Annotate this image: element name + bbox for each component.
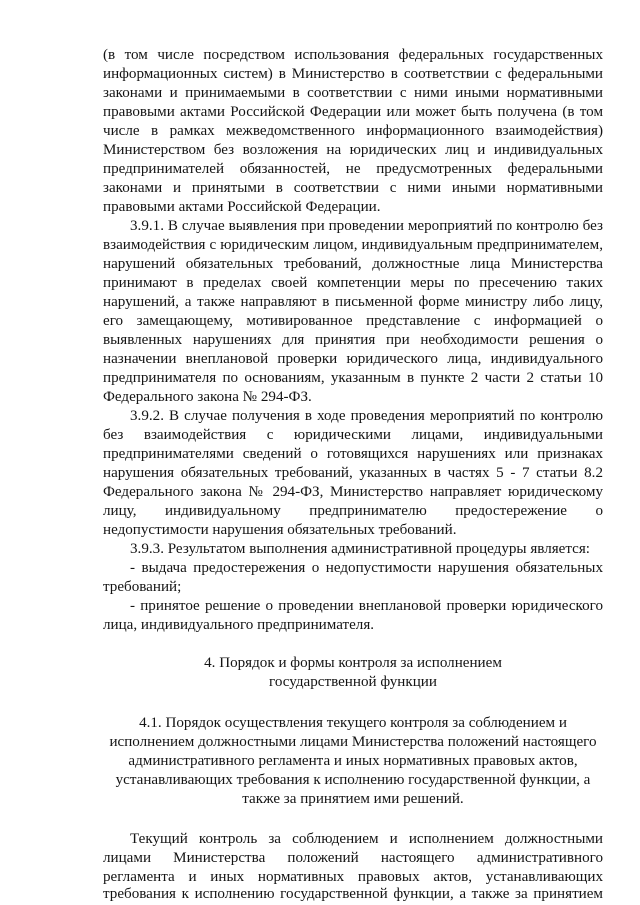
text-line: назначении внеплановой проверки юридического лица, индивидуального bbox=[103, 351, 603, 367]
text-line: выявленных нарушениях для принятия при необходимости решения о bbox=[103, 332, 603, 348]
text-line: Федерального закона № 294-ФЗ, Министерство направляет юридическому bbox=[103, 484, 603, 500]
text-line: 3.9.3. Результатом выполнения административной процедуры является: bbox=[130, 541, 590, 557]
text-line: 3.9.2. В случае получения в ходе проведения мероприятий по контролю bbox=[130, 408, 603, 424]
text-line: правовыми актами Российской Федерации или может быть получена (в том bbox=[103, 104, 603, 120]
heading-line: 4. Порядок и формы контроля за исполнением bbox=[204, 655, 502, 671]
text-line: нарушений, а также направляют в письменной форме министру либо лицу, bbox=[103, 294, 603, 310]
text-line: предпринимателями сведений о готовящихся нарушениях или признаках bbox=[103, 446, 603, 462]
text-line: его замещающему, мотивированное представление с информацией о bbox=[103, 313, 603, 329]
heading-line: административного регламента и иных нормативных правовых актов, bbox=[128, 753, 578, 769]
text-line: законами и принимаемыми в соответствии с ними иными нормативными bbox=[103, 85, 603, 101]
text-line: - выдача предостережения о недопустимости нарушения обязательных bbox=[130, 560, 603, 576]
text-line: (в том числе посредством использования федеральных государственных bbox=[103, 47, 603, 63]
text-line: принимают в пределах своей компетенции меры по пресечению таких bbox=[103, 275, 603, 291]
text-line: требований; bbox=[103, 579, 182, 595]
text-line: без взаимодействия с юридическими лицами, индивидуальными bbox=[103, 427, 603, 443]
heading-line: также за принятием ими решений. bbox=[242, 791, 464, 807]
text-line: лица, индивидуального предпринимателя. bbox=[103, 617, 375, 633]
text-line: законами и принятыми в соответствии с ними иными нормативными bbox=[103, 180, 603, 196]
text-line: лицу, индивидуальному предпринимателю предостережение о bbox=[103, 503, 603, 519]
heading-line: государственной функции bbox=[269, 674, 437, 690]
text-line: 3.9.1. В случае выявления при проведении мероприятий по контролю без bbox=[130, 218, 603, 234]
text-line: предпринимателей обязанностей, не предусмотренных федеральными bbox=[103, 161, 603, 177]
text-line: предпринимателя по основаниям, указанным в пункте 2 части 2 статьи 10 bbox=[103, 370, 603, 386]
text-line: нарушений обязательных требований, должностные лица Министерства bbox=[103, 256, 603, 272]
text-line: требования к исполнению государственной функции, а также за принятием bbox=[103, 886, 603, 902]
text-line: недопустимости нарушения обязательных требований. bbox=[103, 522, 457, 538]
text-line: лицами Министерства положений настоящего административного bbox=[103, 850, 603, 866]
text-line: нарушения обязательных требований, указанных в частях 5 - 7 статьи 8.2 bbox=[103, 465, 603, 481]
text-line: взаимодействия с юридическим лицом, индивидуальным предпринимателем, bbox=[103, 237, 603, 253]
text-line: - принятое решение о проведении внеплановой проверки юридического bbox=[130, 598, 603, 614]
text-line: правовыми актами Российской Федерации. bbox=[103, 199, 381, 215]
heading-line: исполнением должностными лицами Министерства положений настоящего bbox=[109, 734, 597, 750]
text-line: числе в рамках межведомственного информационного взаимодействия) bbox=[103, 123, 603, 139]
text-line: Текущий контроль за соблюдением и исполнением должностными bbox=[130, 831, 603, 847]
text-line: регламента и иных нормативных правовых актов, устанавливающих bbox=[103, 869, 603, 885]
text-line: Министерством без возложения на юридических лиц и индивидуальных bbox=[103, 142, 603, 158]
heading-line: устанавливающих требования к исполнению государственной функции, а bbox=[115, 772, 591, 788]
heading-line: 4.1. Порядок осуществления текущего контроля за соблюдением и bbox=[139, 715, 567, 731]
text-line: Федерального закона № 294-ФЗ. bbox=[103, 389, 312, 405]
text-line: информационных систем) в Министерство в соответствии с федеральными bbox=[103, 66, 603, 82]
